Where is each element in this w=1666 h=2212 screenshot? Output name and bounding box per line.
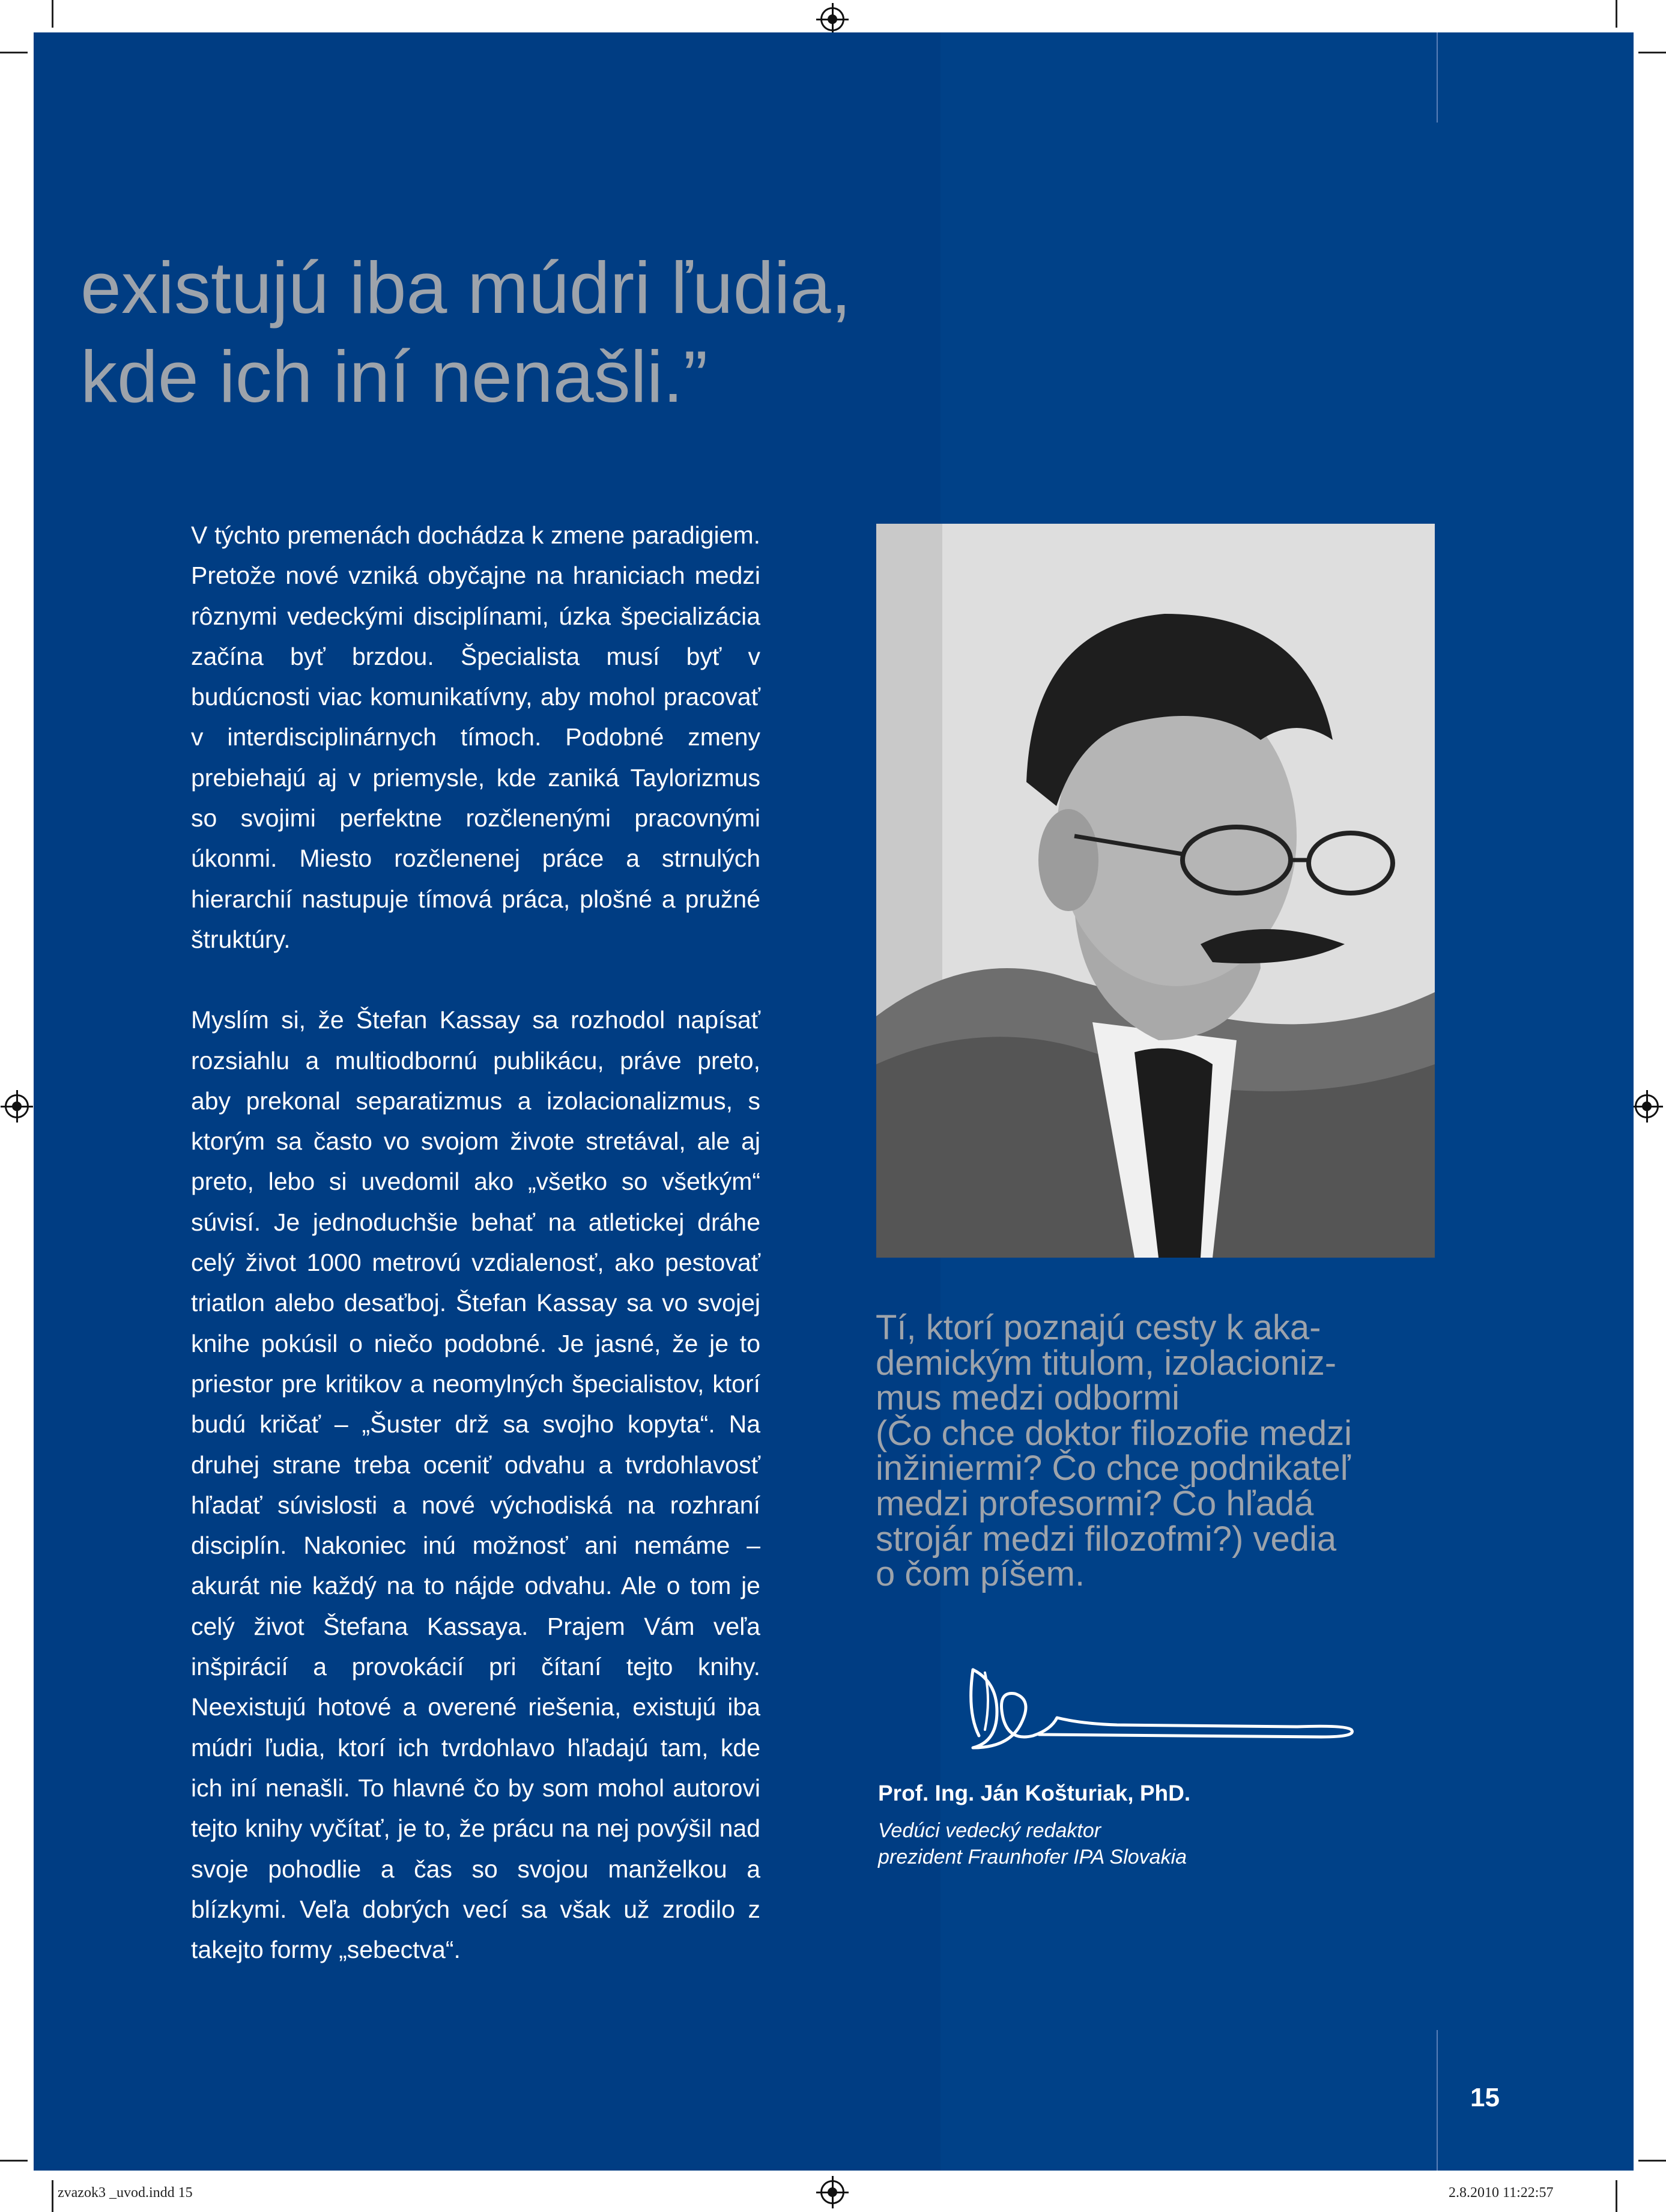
- pull-quote-line: medzi profesormi? Čo hľadá: [876, 1483, 1314, 1523]
- registration-mark-icon: [820, 7, 844, 31]
- registration-mark-icon: [5, 1094, 29, 1118]
- print-slug-file: zvazok3 _uvod.indd 15: [58, 2185, 193, 2201]
- body-text: [191, 515, 760, 1970]
- margin-rule: [1437, 32, 1438, 123]
- body-paragraph: V týchto premenách dochádza k zmene paradigiem. Pretože nové vzniká obyčajne na hraniciach medzi rôznymi vedeckými disciplínami, úzka špecializácia začína byť brzdou. Špecialista musí byť v budúcnosti viac komunikatívny, aby mohol pracovať v interdisciplinárnych tímoch. Podobné zmeny prebiehajú aj v priemysle, kde zaniká Taylorizmus so svojimi perfektne rozčlenenými pracovnými úkonmi. Miesto rozčlenenej práce a strnulých hierarchií nastupuje tímová práca, plošné a pružné štruktúry.: [191, 521, 760, 953]
- pull-quote-line: Tí, ktorí poznajú cesty k aka-: [876, 1308, 1321, 1347]
- crop-mark: [1638, 52, 1666, 53]
- crop-mark: [52, 0, 53, 28]
- author-role-line: Vedúci vedecký redaktor: [878, 1819, 1101, 1842]
- crop-mark: [1638, 2160, 1666, 2162]
- signature-icon: [961, 1658, 1369, 1760]
- author-role: [878, 1817, 1187, 1870]
- pull-quote-line: demickým titulom, izolacioniz-: [876, 1343, 1337, 1383]
- body-paragraph: Myslím si, že Štefan Kassay sa rozhodol napísať rozsiahlu a multiodbornú publikácu, práve preto, aby prekonal separatizmus a izolacionalizmus, s ktorým sa často vo svojom živote stretával, ale aj preto, lebo si uvedomil ako „všetko so všetkým“ súvisí. Je jednoduchšie behať na atletickej dráhe celý život 1000 metrovú vzdialenosť, ako pestovať triatlon alebo desaťboj. Štefan Kassay sa vo svojej knihe pokúsil o niečo podobné. Je jasné, že je to priestor pre kritikov a neomylných špecialistov, ktorí budú kričať – „Šuster drž sa svojho kopyta“. Na druhej strane treba oceniť odvahu a tvrdohlavosť hľadať súvislosti a nové východiská na rozhraní disciplín. Nakoniec inú možnosť ani nemáme – akurát nie každý na to nájde odvahu. Ale o tom je celý život Štefana Kassaya. Prajem Vám veľa inšpirácií a provokácií pri čítaní tejto knihy. Neexistujú hotové a overené riešenia, existujú iba múdri ľudia, ktorí ich tvrdohlavo hľadajú tam, kde ich iní nenašli. To hlavné čo by som mohol autorovi tejto knihy vyčítať, je to, že prácu na nej povýšil nad svoje pohodlie a čas so svojou manželkou a blízkymi. Veľa dobrých vecí sa však už zrodilo z takejto formy „sebectva“.: [191, 1006, 760, 1964]
- headline-line: existujú iba múdri ľudia,: [80, 247, 852, 329]
- registration-mark-icon: [820, 2180, 844, 2204]
- author-role-line: prezident Fraunhofer IPA Slovakia: [878, 1846, 1187, 1868]
- headline-line: kde ich iní nenašli.”: [80, 336, 708, 417]
- margin-rule: [1437, 2030, 1438, 2171]
- crop-mark: [0, 2160, 28, 2162]
- pull-quote: [876, 1308, 1476, 1594]
- crop-mark: [1616, 2180, 1617, 2212]
- pull-quote-line: mus medzi odbormi: [876, 1378, 1180, 1418]
- pull-quote-line: o čom píšem.: [876, 1554, 1085, 1594]
- print-slug-timestamp: 2.8.2010 11:22:57: [1449, 2185, 1554, 2201]
- registration-mark-icon: [1635, 1094, 1659, 1118]
- crop-mark: [52, 2180, 53, 2212]
- crop-mark: [0, 52, 28, 53]
- pull-quote-line: inžiniermi? Čo chce podnikateľ: [876, 1449, 1351, 1488]
- page-number: 15: [1470, 2083, 1500, 2112]
- crop-mark: [1616, 0, 1617, 28]
- author-name: Prof. Ing. Ján Košturiak, PhD.: [878, 1781, 1191, 1805]
- headline: [80, 243, 981, 421]
- pull-quote-line: strojár medzi filozofmi?) vedia: [876, 1519, 1337, 1559]
- author-portrait-photo: [876, 524, 1435, 1258]
- pull-quote-line: (Čo chce doktor filozofie medzi: [876, 1413, 1352, 1453]
